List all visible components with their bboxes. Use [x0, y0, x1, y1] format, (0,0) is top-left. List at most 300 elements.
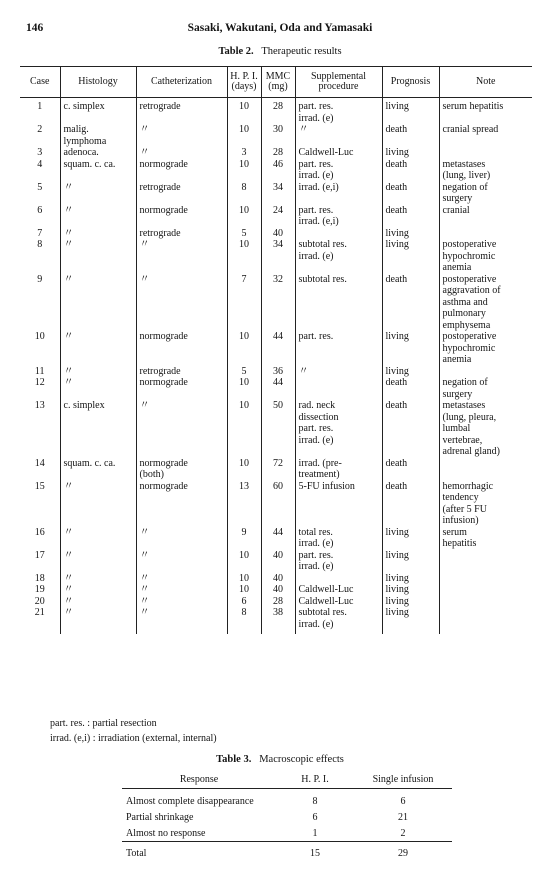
case-number-line: 20: [34, 595, 45, 607]
hpi-cell-line: 9: [241, 526, 247, 538]
prognosis-cell-line: living: [385, 584, 409, 595]
prognosis-cell: [382, 274, 439, 332]
footnote-part-res: part. res. : partial resection: [50, 718, 157, 729]
procedure-cell: [295, 584, 382, 596]
procedure-cell: [295, 228, 382, 240]
prognosis-cell: [382, 458, 439, 481]
catheterization-cell-line: normograde: [139, 480, 188, 492]
histology-cell: [60, 377, 136, 400]
note-cell: [439, 124, 532, 147]
case-number-line: 6: [37, 204, 43, 216]
case-number-line: 19: [34, 584, 45, 595]
hpi-cell-line: 6: [241, 595, 247, 607]
response-cell: Partial shrinkage: [126, 811, 194, 823]
case-number: [20, 124, 60, 147]
histology-cell: [60, 550, 136, 573]
note-cell: [439, 366, 532, 378]
table-row: [20, 377, 532, 400]
procedure-cell: [295, 205, 382, 228]
case-number-line: 10: [34, 331, 45, 342]
case-number-line: 18: [34, 572, 45, 584]
catheterization-cell: [136, 584, 227, 596]
case-number: [20, 596, 60, 608]
procedure-cell-line: subtotal res.: [298, 239, 347, 250]
catheterization-cell: [136, 331, 227, 366]
prognosis-cell-line: living: [385, 595, 409, 607]
case-number-line: 16: [34, 526, 45, 538]
case-number: [20, 377, 60, 400]
case-number-line: 5: [37, 181, 43, 193]
catheterization-cell: [136, 481, 227, 527]
prognosis-cell: [382, 481, 439, 527]
prognosis-cell-line: death: [385, 377, 408, 388]
prognosis-cell-line: living: [385, 331, 409, 342]
histology-cell-line: c. simplex: [63, 101, 105, 112]
table2-caption: [0, 46, 560, 57]
hpi-cell: [227, 584, 261, 596]
hpi-cell: [227, 458, 261, 481]
catheterization-cell: [136, 596, 227, 608]
procedure-cell-line: subtotal res.: [298, 607, 347, 618]
note-cell-line: infusion): [442, 515, 479, 526]
table-row: [20, 274, 532, 332]
histology-cell: [60, 400, 136, 458]
mmc-cell: [261, 481, 295, 527]
mmc-cell: [261, 400, 295, 458]
hpi-cell: [227, 205, 261, 228]
histology-cell-line: malig.: [63, 124, 89, 135]
hpi-cell: [227, 366, 261, 378]
histology-cell-line: 〃: [63, 480, 74, 492]
procedure-cell: [295, 400, 382, 458]
note-cell-line: cranial spread: [442, 124, 499, 135]
histology-cell-line: 〃: [63, 377, 74, 388]
procedure-cell-line: irrad. (e): [298, 170, 334, 181]
histology-cell-line: lymphoma: [63, 135, 107, 147]
procedure-cell: [295, 239, 382, 274]
procedure-cell-line: part. res.: [298, 331, 334, 342]
histology-cell: [60, 527, 136, 550]
prognosis-cell: [382, 124, 439, 147]
prognosis-cell: [382, 377, 439, 400]
case-number-line: 21: [34, 607, 45, 618]
hpi-cell-line: 5: [241, 365, 247, 377]
note-cell: [439, 596, 532, 608]
hpi-cell: [227, 274, 261, 332]
mmc-cell-line: 24: [273, 204, 283, 216]
note-cell: [439, 159, 532, 182]
procedure-cell-line: irrad. (pre-: [298, 457, 342, 469]
table-row: [20, 400, 532, 458]
procedure-cell: [295, 527, 382, 550]
prognosis-cell: [382, 228, 439, 240]
hpi-cell: [227, 400, 261, 458]
procedure-cell: [295, 607, 382, 634]
catheterization-cell-line: 〃: [139, 400, 150, 411]
histology-cell-line: 〃: [63, 181, 74, 193]
catheterization-cell: [136, 573, 227, 585]
note-cell: [439, 147, 532, 159]
note-cell-line: (lung, pleura,: [442, 411, 497, 423]
hpi-cell-line: 10: [239, 572, 249, 584]
note-cell: [439, 400, 532, 458]
hpi-cell: [227, 481, 261, 527]
histology-cell: [60, 159, 136, 182]
procedure-cell-line: part. res.: [298, 423, 334, 434]
hpi-cell: [227, 527, 261, 550]
single-infusion-count-cell: 2: [400, 827, 406, 839]
mmc-cell: [261, 607, 295, 634]
prognosis-cell-line: death: [385, 204, 408, 216]
hpi-count-cell: 6: [312, 811, 318, 823]
note-cell-line: cranial: [442, 204, 470, 216]
table-row: [20, 98, 532, 125]
hpi-cell-line: 7: [241, 273, 247, 285]
catheterization-cell: [136, 228, 227, 240]
note-cell-line: pulmonary: [442, 308, 486, 319]
histology-cell-line: 〃: [63, 607, 74, 618]
table-row: [20, 573, 532, 585]
procedure-cell-line: part. res.: [298, 101, 334, 112]
procedure-cell-line: irrad. (e): [298, 538, 334, 549]
col-header-response: Response: [122, 771, 276, 789]
mmc-cell: [261, 124, 295, 147]
mmc-cell: [261, 98, 295, 125]
case-number: [20, 550, 60, 573]
catheterization-cell: [136, 205, 227, 228]
procedure-cell-line: total res.: [298, 526, 333, 538]
table-row: [20, 147, 532, 159]
mmc-cell-line: 40: [273, 227, 283, 239]
note-cell: [439, 228, 532, 240]
hpi-cell-line: 8: [241, 607, 247, 618]
table2-caption-title: Therapeutic results: [261, 46, 342, 57]
procedure-cell: [295, 377, 382, 400]
catheterization-cell-line: retrograde: [139, 365, 181, 377]
procedure-cell-line: irrad. (e): [298, 561, 334, 572]
prognosis-cell-line: death: [385, 181, 408, 193]
col-header-mmc: [261, 67, 295, 98]
hpi-count-cell: 1: [312, 827, 318, 839]
mmc-cell: [261, 274, 295, 332]
catheterization-cell-line: 〃: [139, 584, 150, 595]
hpi-cell: [227, 159, 261, 182]
note-cell: [439, 182, 532, 205]
prognosis-cell: [382, 596, 439, 608]
histology-cell: [60, 584, 136, 596]
case-number: [20, 400, 60, 458]
mmc-cell: [261, 239, 295, 274]
mmc-cell: [261, 159, 295, 182]
table-row: [122, 789, 452, 810]
case-number: [20, 274, 60, 332]
procedure-cell: [295, 366, 382, 378]
col-header-supplemental-line2: procedure: [318, 81, 359, 92]
note-cell: [439, 331, 532, 366]
table-row: [20, 607, 532, 634]
histology-cell-line: c. simplex: [63, 400, 105, 411]
prognosis-cell-line: death: [385, 124, 408, 135]
table-row: [20, 527, 532, 550]
table-row: [20, 228, 532, 240]
mmc-cell: [261, 527, 295, 550]
catheterization-cell-line: normograde: [139, 457, 188, 469]
col-header-case: Case: [20, 67, 60, 98]
procedure-cell: [295, 331, 382, 366]
note-cell-line: postoperative: [442, 239, 497, 250]
hpi-cell-line: 10: [239, 331, 249, 342]
case-number: [20, 458, 60, 481]
col-header-mmc-unit: (mg): [268, 81, 288, 92]
mmc-cell: [261, 596, 295, 608]
note-cell-line: negation of: [442, 181, 488, 193]
prognosis-cell: [382, 147, 439, 159]
single-infusion-count-cell: 21: [398, 811, 408, 823]
procedure-cell-line: treatment): [298, 469, 340, 480]
note-cell: [439, 607, 532, 634]
histology-cell: [60, 573, 136, 585]
table3-caption: [0, 754, 560, 765]
col-header-prognosis: Prognosis: [382, 67, 439, 98]
mmc-cell: [261, 182, 295, 205]
catheterization-cell-line: 〃: [139, 124, 150, 135]
table-row: [20, 481, 532, 527]
footnote-irrad: irrad. (e,i) : irradiation (external, internal): [50, 733, 217, 744]
col-header-supplemental: [295, 67, 382, 98]
table-row: [20, 124, 532, 147]
mmc-cell-line: 28: [273, 101, 283, 112]
mmc-cell-line: 38: [273, 607, 283, 618]
prognosis-cell: [382, 527, 439, 550]
procedure-cell: [295, 98, 382, 125]
note-cell: [439, 573, 532, 585]
table3-total-row: [122, 842, 452, 862]
catheterization-cell-line: normograde: [139, 158, 188, 170]
histology-cell-line: 〃: [63, 549, 74, 561]
case-number: [20, 607, 60, 634]
procedure-cell-line: 〃: [298, 365, 309, 377]
prognosis-cell: [382, 400, 439, 458]
prognosis-cell-line: death: [385, 158, 408, 170]
note-cell: [439, 239, 532, 274]
catheterization-cell: [136, 550, 227, 573]
case-number: [20, 366, 60, 378]
table-row: [20, 584, 532, 596]
note-cell: [439, 584, 532, 596]
hpi-cell: [227, 331, 261, 366]
mmc-cell-line: 44: [273, 526, 283, 538]
prognosis-cell-line: death: [385, 273, 408, 285]
procedure-cell-line: irrad. (e,i): [298, 216, 339, 227]
case-number: [20, 182, 60, 205]
case-number-line: 15: [34, 480, 45, 492]
procedure-cell-line: irrad. (e): [298, 112, 334, 124]
hpi-cell-line: 10: [239, 158, 249, 170]
col-header-note: Note: [439, 67, 532, 98]
prognosis-cell-line: living: [385, 549, 409, 561]
hpi-cell-line: 10: [239, 549, 249, 561]
procedure-cell-line: dissection: [298, 411, 339, 423]
table3-caption-label: Table 3.: [216, 754, 252, 765]
histology-cell: [60, 124, 136, 147]
case-number-line: 17: [34, 549, 45, 561]
histology-cell: [60, 98, 136, 125]
table-row: [20, 239, 532, 274]
histology-cell: [60, 182, 136, 205]
hpi-cell: [227, 182, 261, 205]
prognosis-cell-line: living: [385, 607, 409, 618]
table2-header-row: [20, 67, 532, 98]
note-cell: [439, 205, 532, 228]
case-number-line: 2: [37, 124, 43, 135]
case-number-line: 4: [37, 158, 43, 170]
table-row: [20, 366, 532, 378]
table3-body: [122, 789, 452, 862]
table-row: [20, 182, 532, 205]
histology-cell: [60, 147, 136, 159]
prognosis-cell: [382, 182, 439, 205]
case-number-line: 7: [37, 227, 43, 239]
catheterization-cell: [136, 239, 227, 274]
histology-cell-line: 〃: [63, 204, 74, 216]
case-number: [20, 331, 60, 366]
case-number-line: 8: [37, 239, 43, 250]
note-cell-line: lumbal: [442, 423, 471, 434]
prognosis-cell-line: living: [385, 147, 409, 158]
table-row: [20, 205, 532, 228]
hpi-cell: [227, 98, 261, 125]
col-header-mmc-label: MMC: [265, 70, 291, 82]
note-cell-line: hypochromic: [442, 342, 496, 354]
catheterization-cell: [136, 147, 227, 159]
case-number: [20, 527, 60, 550]
mmc-cell: [261, 377, 295, 400]
catheterization-cell: [136, 400, 227, 458]
col-header-hpi: [227, 67, 261, 98]
note-cell: [439, 458, 532, 481]
note-cell-line: (lung, liver): [442, 170, 491, 181]
mmc-cell-line: 44: [273, 331, 283, 342]
catheterization-cell: [136, 377, 227, 400]
histology-cell-line: adenoca.: [63, 147, 99, 158]
case-number-line: 12: [34, 377, 45, 388]
hpi-cell: [227, 550, 261, 573]
case-number-line: 9: [37, 273, 43, 285]
hpi-cell: [227, 377, 261, 400]
mmc-cell: [261, 205, 295, 228]
histology-cell-line: 〃: [63, 273, 74, 285]
catheterization-cell: [136, 458, 227, 481]
hpi-count-cell: 8: [312, 795, 318, 807]
note-cell-line: aggravation of: [442, 285, 501, 296]
mmc-cell-line: 60: [273, 480, 283, 492]
histology-cell-line: squam. c. ca.: [63, 158, 116, 170]
prognosis-cell-line: living: [385, 101, 409, 112]
mmc-cell-line: 34: [273, 239, 283, 250]
procedure-cell: [295, 458, 382, 481]
hpi-cell-line: 8: [241, 181, 247, 193]
table-row: [20, 596, 532, 608]
procedure-cell: [295, 550, 382, 573]
mmc-cell: [261, 458, 295, 481]
col-header-hpi-effect: H. P. I.: [276, 771, 354, 789]
note-cell-line: emphysema: [442, 319, 491, 331]
prognosis-cell: [382, 239, 439, 274]
note-cell: [439, 527, 532, 550]
page-number: 146: [26, 22, 44, 34]
note-cell-line: anemia: [442, 354, 472, 365]
prognosis-cell: [382, 584, 439, 596]
histology-cell: [60, 239, 136, 274]
note-cell: [439, 377, 532, 400]
prognosis-cell-line: death: [385, 480, 408, 492]
catheterization-cell-line: 〃: [139, 572, 150, 584]
case-number: [20, 205, 60, 228]
note-cell-line: hypochromic: [442, 250, 496, 262]
col-header-supplemental-line1: Supplemental: [311, 70, 366, 82]
hpi-cell: [227, 573, 261, 585]
histology-cell: [60, 331, 136, 366]
procedure-cell-line: part. res.: [298, 158, 334, 170]
hpi-cell-line: 10: [239, 101, 249, 112]
case-number-line: 13: [34, 400, 45, 411]
case-number: [20, 228, 60, 240]
histology-cell: [60, 366, 136, 378]
col-header-hpi-unit: (days): [231, 81, 257, 92]
note-cell: [439, 481, 532, 527]
hpi-cell-line: 10: [239, 377, 249, 388]
single-infusion-count-cell: 6: [400, 795, 406, 807]
mmc-cell: [261, 147, 295, 159]
prognosis-cell: [382, 205, 439, 228]
procedure-cell-line: part. res.: [298, 549, 334, 561]
mmc-cell: [261, 550, 295, 573]
note-cell-line: adrenal gland): [442, 446, 500, 457]
catheterization-cell-line: 〃: [139, 595, 150, 607]
note-cell: [439, 274, 532, 332]
hpi-cell: [227, 607, 261, 634]
note-cell-line: negation of: [442, 377, 488, 388]
histology-cell: [60, 205, 136, 228]
case-number: [20, 98, 60, 125]
note-cell-line: (after 5 FU: [442, 503, 487, 515]
mmc-cell-line: 44: [273, 377, 283, 388]
histology-cell-line: squam. c. ca.: [63, 457, 116, 469]
mmc-cell: [261, 331, 295, 366]
procedure-cell: [295, 124, 382, 147]
note-cell-line: surgery: [442, 388, 473, 400]
procedure-cell: [295, 573, 382, 585]
catheterization-cell-line: normograde: [139, 204, 188, 216]
prognosis-cell: [382, 550, 439, 573]
histology-cell-line: 〃: [63, 584, 74, 595]
prognosis-cell: [382, 607, 439, 634]
note-cell-line: anemia: [442, 262, 472, 273]
hpi-cell: [227, 228, 261, 240]
hpi-cell-line: 10: [239, 457, 249, 469]
prognosis-cell: [382, 159, 439, 182]
mmc-cell-line: 34: [273, 181, 283, 193]
catheterization-cell-line: normograde: [139, 331, 188, 342]
note-cell-line: tendency: [442, 492, 479, 503]
col-header-histology: Histology: [60, 67, 136, 98]
mmc-cell-line: 40: [273, 584, 283, 595]
table2-footnotes: [50, 716, 217, 746]
procedure-cell: [295, 182, 382, 205]
catheterization-cell-line: retrograde: [139, 101, 181, 112]
note-cell-line: metastases: [442, 158, 486, 170]
procedure-cell: [295, 274, 382, 332]
